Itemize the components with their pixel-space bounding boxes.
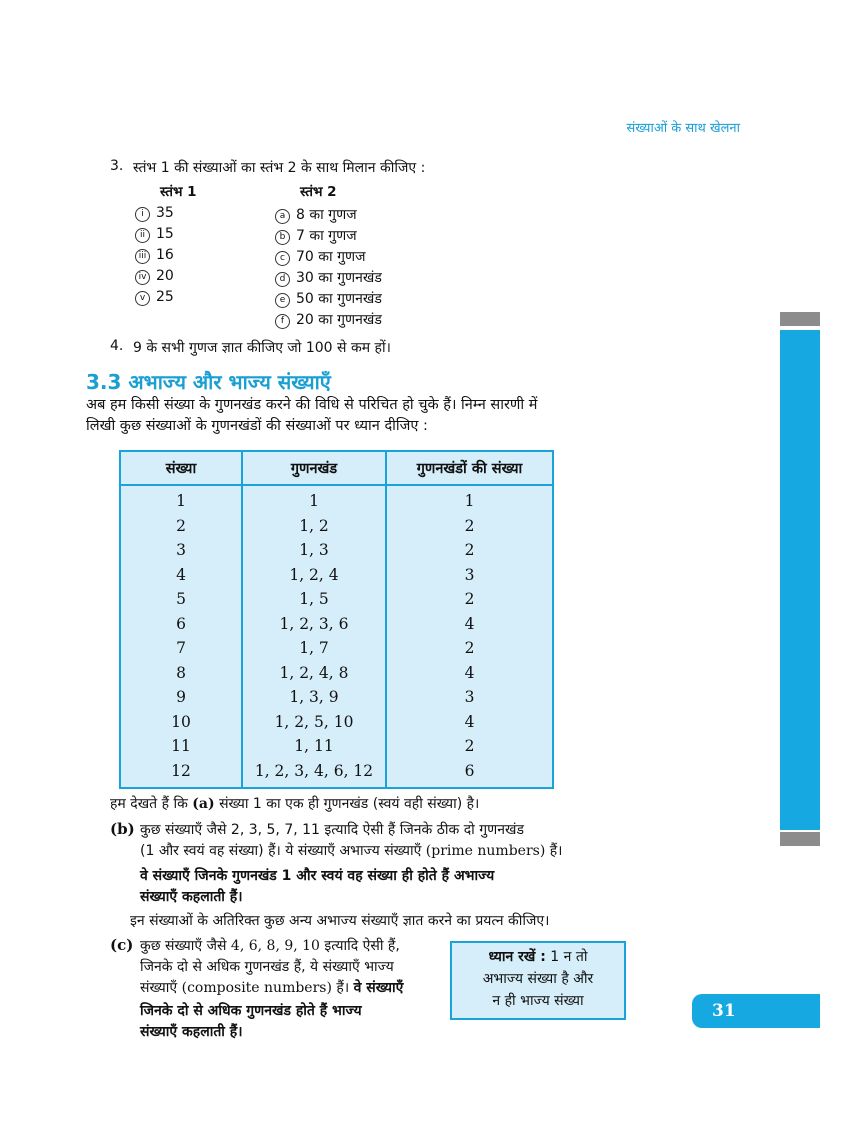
note-box — [450, 941, 626, 1020]
obs-c-line-2: जिनके दो से अधिक गुणनखंड हैं, ये संख्याएँ भाज्य — [140, 959, 394, 975]
composite-definition-line-1: जिनके दो से अधिक गुणनखंड होते हैं भाज्य — [140, 1003, 362, 1019]
sidebar-gray-strip-top — [780, 312, 820, 326]
section-title: 3.3 अभाज्य और भाज्य संख्याएँ — [86, 370, 331, 394]
note-line-3: न ही भाज्य संख्या — [492, 993, 584, 1009]
col2-item: e 50 का गुणनखंड — [275, 289, 382, 308]
cell-factors: 1 — [242, 485, 386, 514]
col1-item: iii 16 — [135, 247, 174, 264]
col1-item: i 35 — [135, 205, 174, 222]
cell-number: 6 — [120, 612, 242, 637]
cell-count: 2 — [386, 538, 553, 563]
header-factor-count: गुणनखंडों की संख्या — [386, 451, 553, 485]
table-row — [120, 587, 553, 612]
cell-count: 2 — [386, 636, 553, 661]
intro-line-1: अब हम किसी संख्या के गुणनखंड करने की विधि से परिचित हो चुके हैं। निम्न सारणी में — [86, 397, 538, 413]
obs-a-text: संख्या 1 का एक ही गुणनखंड (स्वयं वही संख्या) है। — [219, 796, 480, 812]
factors-table — [119, 450, 554, 789]
col1-heading: स्तंभ 1 — [160, 184, 197, 200]
cell-number: 4 — [120, 563, 242, 588]
table-row — [120, 685, 553, 710]
header-factors: गुणनखंड — [242, 451, 386, 485]
obs-c-line-3-end: हैं। — [336, 980, 350, 996]
cell-factors: 1, 2, 4, 8 — [242, 661, 386, 686]
cell-factors: 1, 3, 9 — [242, 685, 386, 710]
composite-definition-line-2: संख्याएँ कहलाती हैं। — [140, 1024, 243, 1040]
table-row — [120, 538, 553, 563]
sidebar-blue-strip — [780, 330, 820, 830]
cell-count: 4 — [386, 710, 553, 735]
sidebar-gray-strip-bottom — [780, 832, 820, 846]
col2-item: c 70 का गुणज — [275, 247, 366, 266]
observation-a — [110, 794, 479, 813]
table-row — [120, 759, 553, 789]
header-number: संख्या — [120, 451, 242, 485]
note-line-2: अभाज्य संख्या है और — [482, 971, 594, 987]
obs-b-line-2-end: हैं। — [549, 843, 563, 859]
obs-c-line-1 — [140, 936, 400, 955]
obs-c-line-3-text: संख्याएँ — [140, 980, 178, 996]
obs-a-label: (a) — [192, 796, 215, 812]
cell-number: 1 — [120, 485, 242, 514]
table-row — [120, 514, 553, 539]
cell-number: 8 — [120, 661, 242, 686]
cell-count: 2 — [386, 734, 553, 759]
cell-number: 11 — [120, 734, 242, 759]
cell-count: 2 — [386, 514, 553, 539]
note-line-1-text: 1 न तो — [550, 949, 588, 965]
cell-number: 5 — [120, 587, 242, 612]
obs-b-line-2 — [140, 841, 563, 860]
running-head: संख्याओं के साथ खेलना — [626, 121, 740, 136]
q4-number: 4. — [110, 338, 124, 354]
cell-factors: 1, 2, 5, 10 — [242, 710, 386, 735]
obs-b-line-2-text: (1 और स्वयं वह संख्या) हैं। ये संख्याएँ अभाज्य संख्याएँ — [140, 843, 422, 859]
cell-number: 12 — [120, 759, 242, 789]
cell-factors: 1, 2, 4 — [242, 563, 386, 588]
obs-a-prefix: हम देखते हैं कि — [110, 796, 188, 812]
cell-factors: 1, 11 — [242, 734, 386, 759]
intro-line-2: लिखी कुछ संख्याओं के गुणनखंडों की संख्याओं पर ध्यान दीजिए : — [86, 418, 428, 434]
table-row — [120, 661, 553, 686]
cell-number: 2 — [120, 514, 242, 539]
cell-factors: 1, 2 — [242, 514, 386, 539]
table-row — [120, 563, 553, 588]
table-row — [120, 636, 553, 661]
cell-count: 1 — [386, 485, 553, 514]
obs-c-line-1-end: इत्यादि ऐसी हैं, — [324, 938, 400, 954]
obs-c-line-1-text: कुछ संख्याएँ जैसे — [140, 938, 227, 954]
obs-c-line-3-bold: वे संख्याएँ — [353, 980, 404, 996]
col1-item: v 25 — [135, 289, 174, 306]
cell-count: 3 — [386, 685, 553, 710]
prime-definition-line-1: वे संख्याएँ जिनके गुणनखंड 1 और स्वयं वह संख्या ही होते हैं अभाज्य — [140, 868, 495, 884]
obs-c-line-3 — [140, 978, 403, 997]
col2-item: b 7 का गुणज — [275, 226, 357, 245]
obs-b-line-1: कुछ संख्याएँ जैसे 2, 3, 5, 7, 11 इत्यादि ऐसी हैं जिनके ठीक दो गुणनखंड — [140, 822, 524, 838]
table-header-row — [120, 451, 553, 485]
cell-number: 9 — [120, 685, 242, 710]
note-title: ध्यान रखें : — [488, 949, 546, 965]
note-line-1 — [452, 946, 624, 968]
cell-factors: 1, 7 — [242, 636, 386, 661]
col2-item: a 8 का गुणज — [275, 205, 357, 224]
table-row — [120, 612, 553, 637]
prime-definition-line-2: संख्याएँ कहलाती हैं। — [140, 889, 243, 905]
col2-item: f 20 का गुणनखंड — [275, 310, 382, 329]
table-row — [120, 485, 553, 514]
col1-item: iv 20 — [135, 268, 174, 285]
cell-number: 10 — [120, 710, 242, 735]
cell-number: 7 — [120, 636, 242, 661]
cell-factors: 1, 3 — [242, 538, 386, 563]
obs-b-line-2-english: (prime numbers) — [425, 843, 546, 859]
q4-text: 9 के सभी गुणज ज्ञात कीजिए जो 100 से कम हों। — [133, 340, 391, 356]
cell-factors: 1, 2, 3, 4, 6, 12 — [242, 759, 386, 789]
obs-b-label: (b) — [110, 820, 135, 838]
col2-item: d 30 का गुणनखंड — [275, 268, 382, 287]
cell-factors: 1, 5 — [242, 587, 386, 612]
table-row — [120, 710, 553, 735]
q3-number: 3. — [110, 158, 124, 174]
q3-text: स्तंभ 1 की संख्याओं का स्तंभ 2 के साथ मिलान कीजिए : — [133, 160, 426, 176]
obs-c-label: (c) — [110, 936, 134, 954]
cell-count: 4 — [386, 612, 553, 637]
cell-count: 6 — [386, 759, 553, 789]
cell-factors: 1, 2, 3, 6 — [242, 612, 386, 637]
cell-count: 3 — [386, 563, 553, 588]
col2-heading: स्तंभ 2 — [300, 184, 337, 200]
obs-c-line-1-numbers: 4, 6, 8, 9, 10 — [230, 938, 320, 954]
try-more-line: इन संख्याओं के अतिरिक्त कुछ अन्य अभाज्य संख्याएँ ज्ञात करने का प्रयत्न कीजिए। — [130, 913, 550, 929]
obs-c-line-3-english: (composite numbers) — [181, 980, 332, 996]
col1-item: ii 15 — [135, 226, 174, 243]
page-number: 31 — [692, 994, 820, 1028]
cell-count: 4 — [386, 661, 553, 686]
cell-number: 3 — [120, 538, 242, 563]
intro-paragraph — [86, 395, 666, 437]
table-row — [120, 734, 553, 759]
cell-count: 2 — [386, 587, 553, 612]
